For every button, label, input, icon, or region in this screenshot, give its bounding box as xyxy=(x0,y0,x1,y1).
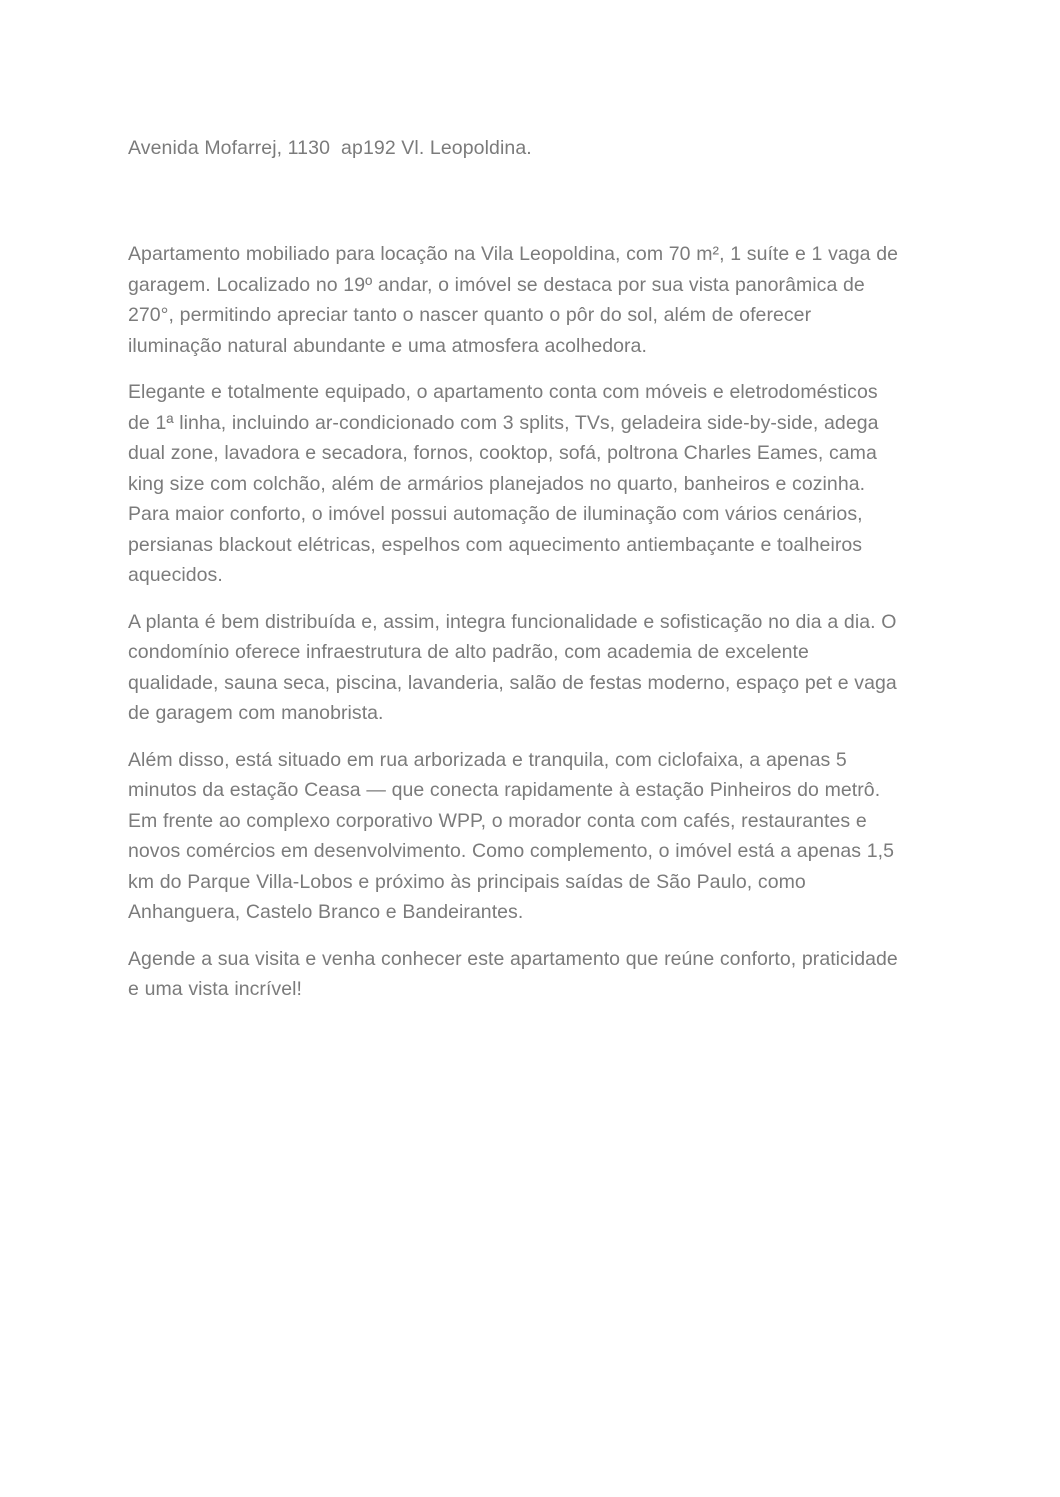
document-heading-address: Avenida Mofarrej, 1130 ap192 Vl. Leopoldina. xyxy=(128,137,532,159)
paragraph-overview: Apartamento mobiliado para locação na Vila Leopoldina, com 70 m², 1 suíte e 1 vaga de garagem. Localizado no 19º andar, o imóvel se destaca por sua vista panorâmica de 270°, permitindo apreciar tanto o nascer quanto o pôr do sol, além de oferecer iluminação natural abundante e uma atmosfera acolhedora. xyxy=(128,243,899,357)
paragraph-call-to-action: Agende a sua visita e venha conhecer este apartamento que reúne conforto, praticidade e uma vista incrível! xyxy=(128,947,898,1000)
paragraph-layout-amenities: A planta é bem distribuída e, assim, integra funcionalidade e sofisticação no dia a dia. O condomínio oferece infraestrutura de alto padrão, com academia de excelente qualidade, sauna seca, piscina, lavanderia, salão de festas moderno, espaço pet e vaga de garagem com manobrista. xyxy=(128,610,897,724)
document-body xyxy=(128,133,903,1005)
paragraph-location: Além disso, está situado em rua arborizada e tranquila, com ciclofaixa, a apenas 5 minutos da estação Ceasa — que conecta rapidamente à estação Pinheiros do metrô. Em frente ao complexo corporativo WPP, o morador conta com cafés, restaurantes e novos comércios em desenvolvimento. Como complemento, o imóvel está a apenas 1,5 km do Parque Villa-Lobos e próximo às principais saídas de São Paulo, como Anhanguera, Castelo Branco e Bandeirantes. xyxy=(128,748,894,923)
paragraph-furnishings: Elegante e totalmente equipado, o apartamento conta com móveis e eletrodomésticos de 1ª linha, incluindo ar-condicionado com 3 splits, TVs, geladeira side-by-side, adega dual zone, lavadora e secadora, fornos, cooktop, sofá, poltrona Charles Eames, cama king size com colchão, além de armários planejados no quarto, banheiros e cozinha. Para maior conforto, o imóvel possui automação de iluminação com vários cenários, persianas blackout elétricas, espelhos com aquecimento antiembaçante e toalheiros aquecidos. xyxy=(128,381,879,586)
